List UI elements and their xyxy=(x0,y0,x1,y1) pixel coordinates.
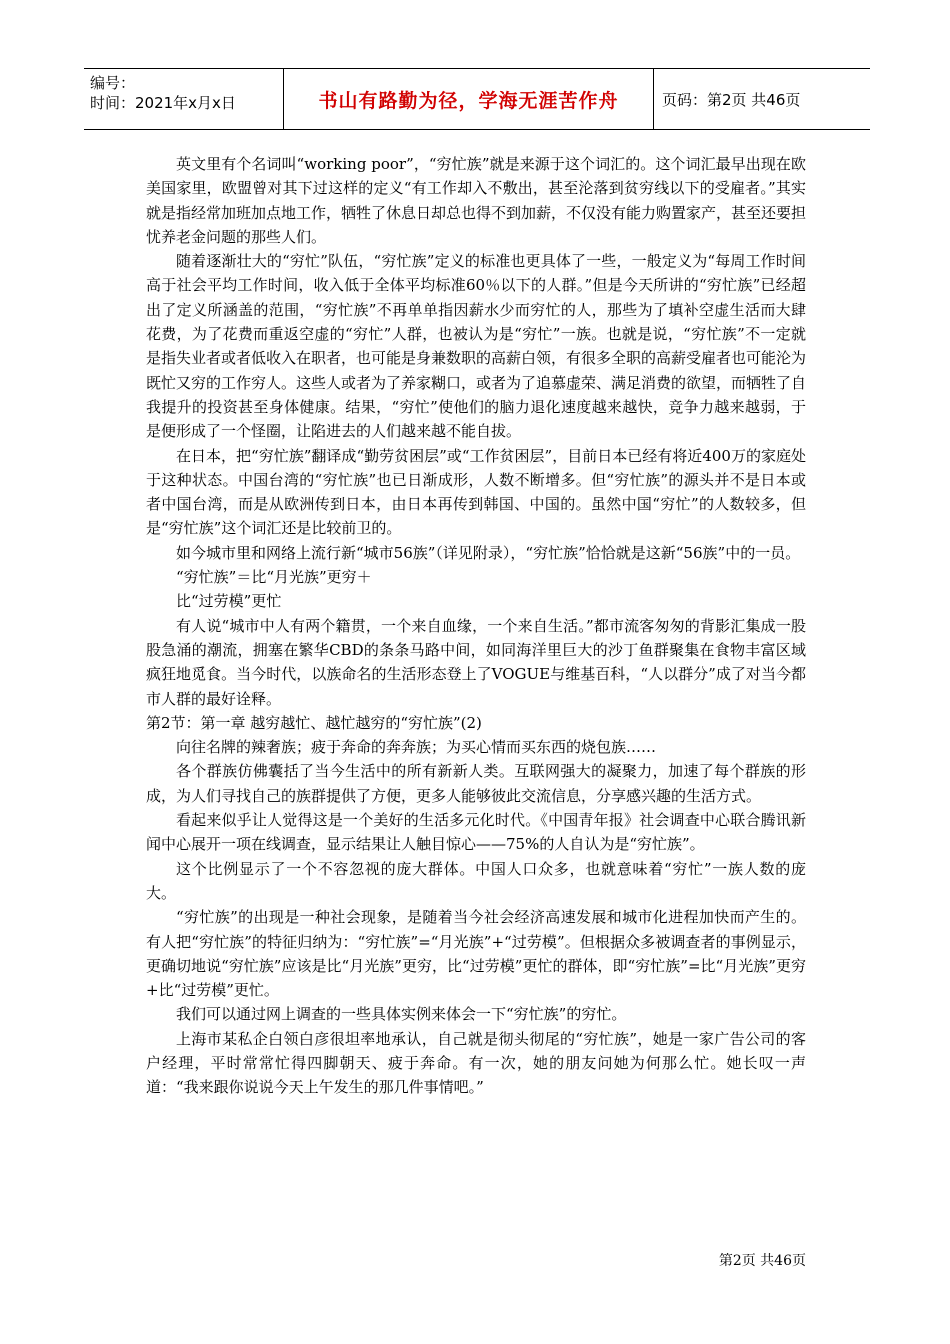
paragraph: 如今城市里和网络上流行新“城市56族”（详见附录），“穷忙族”恰恰就是这新“56族”中的一员。 xyxy=(176,543,801,562)
paragraph: “穷忙族”的出现是一种社会现象，是随着当今社会经济高速发展和城市化进程加快而产生的。有人把“穷忙族”的特征归纳为：“穷忙族”=“月光族”+“过劳模”。但根据众多被调查者的事例显示，更确切地说“穷忙族”应该是比“月光族”更穷，比“过劳模”更忙的群体，即“穷忙族”=比“月光族”更穷+比“过劳模”更忙。 xyxy=(146,908,806,1000)
date-label: 时间：2021年x月x日 xyxy=(90,94,236,112)
footer-page-number: 第2页 共46页 xyxy=(718,1253,806,1269)
header-page-number: 页码：第2页 共46页 xyxy=(662,90,801,109)
paragraph: 上海市某私企白领白彦很坦率地承认，自己就是彻头彻尾的“穷忙族”，她是一家广告公司的客户经理，平时常常忙得四脚朝天、疲于奔命。有一次，她的朋友问她为何那么忙。她长叹一声道：“我来跟你说说今天上午发生的那几件事情吧。” xyxy=(146,1029,806,1097)
paragraph: 随着逐渐壮大的“穷忙”队伍，“穷忙族”定义的标准也更具体了一些，一般定义为“每周工作时间高于社会平均工作时间，收入低于全体平均标准60％以下的人群。”但是今天所讲的“穷忙族”已经超出了定义所涵盖的范围，“穷忙族”不再单单指因薪水少而穷忙的人，那些为了填补空虚生活而大肆花费，为了花费而重返空虚的“穷忙”人群，也被认为是“穷忙”一族。也就是说，“穷忙族”不一定就是指失业者或者低收入在职者，也可能是身兼数职的高薪白领，有很多全职的高薪受雇者也可能沦为既忙又穷的工作穷人。这些人或者为了养家糊口，或者为了追慕虚荣、满足消费的欲望，而牺牲了自我提升的投资甚至身体健康。结果，“穷忙”使他们的脑力退化速度越来越快，竞争力越来越弱，于是便形成了一个怪圈，让陷进去的人们越来越不能自拔。 xyxy=(146,252,807,441)
header-motto: 书山有路勤为径，学海无涯苦作舟 xyxy=(284,69,654,129)
serial-number-label: 编号： xyxy=(90,74,136,92)
paragraph: 在日本，把“穷忙族”翻译成“勤劳贫困层”或“工作贫困层”，目前日本已经有将近400万的家庭处于这种状态。中国台湾的“穷忙族”也已日渐成形，人数不断增多。但“穷忙族”的源头并不是日本或者中国台湾，而是从欧洲传到日本，由日本再传到韩国、中国的。虽然中国“穷忙”的人数较多，但是“穷忙族”这个词汇还是比较前卫的。 xyxy=(146,446,806,538)
paragraph: 各个群族仿佛囊括了当今生活中的所有新新人类。互联网强大的凝聚力，加速了每个群族的形成，为人们寻找自己的族群提供了方便，更多人能够彼此交流信息，分享感兴趣的生活方式。 xyxy=(146,762,806,805)
paragraph: 向往名牌的辣奢族；疲于奔命的奔奔族；为买心情而买东西的烧包族…… xyxy=(176,738,657,757)
subheading: 比“过劳模”更忙 xyxy=(176,592,282,611)
paragraph: 有人说“城市中人有两个籍贯，一个来自血缘，一个来自生活。”都市流客匆匆的背影汇集成一股股急涌的潮流，拥塞在繁华CBD的条条马路中间，如同海洋里巨大的沙丁鱼群聚集在食物丰富区域疯狂地觅食。当今时代，以族命名的生活形态登上了VOGUE与维基百科，“人以群分”成了对当今都市人群的最好诠释。 xyxy=(146,616,806,708)
paragraph: 英文里有个名词叫“working poor”，“穷忙族”就是来源于这个词汇的。这个词汇最早出现在欧美国家里，欧盟曾对其下过这样的定义“有工作却入不敷出，甚至沦落到贫穷线以下的受雇者。”其实就是指经常加班加点地工作，牺牲了休息日却总也得不到加薪，不仅没有能力购置家产，甚至还要担忧养老金问题的那些人们。 xyxy=(146,155,807,246)
header-meta xyxy=(84,69,284,129)
document-body xyxy=(146,152,806,1100)
paragraph: 看起来似乎让人觉得这是一个美好的生活多元化时代。《中国青年报》社会调查中心联合腾讯新闻中心展开一项在线调查，显示结果让人触目惊心——75%的人自认为是“穷忙族”。 xyxy=(146,811,806,854)
paragraph: 我们可以通过网上调查的一些具体实例来体会一下“穷忙族”的穷忙。 xyxy=(176,1005,627,1024)
subheading: “穷忙族”＝比“月光族”更穷＋ xyxy=(176,568,372,587)
page-header xyxy=(84,68,870,130)
section-heading: 第2节：第一章 越穷越忙、越忙越穷的“穷忙族”(2) xyxy=(146,713,482,732)
paragraph: 这个比例显示了一个不容忽视的庞大群体。中国人口众多，也就意味着“穷忙”一族人数的庞大。 xyxy=(146,859,806,902)
